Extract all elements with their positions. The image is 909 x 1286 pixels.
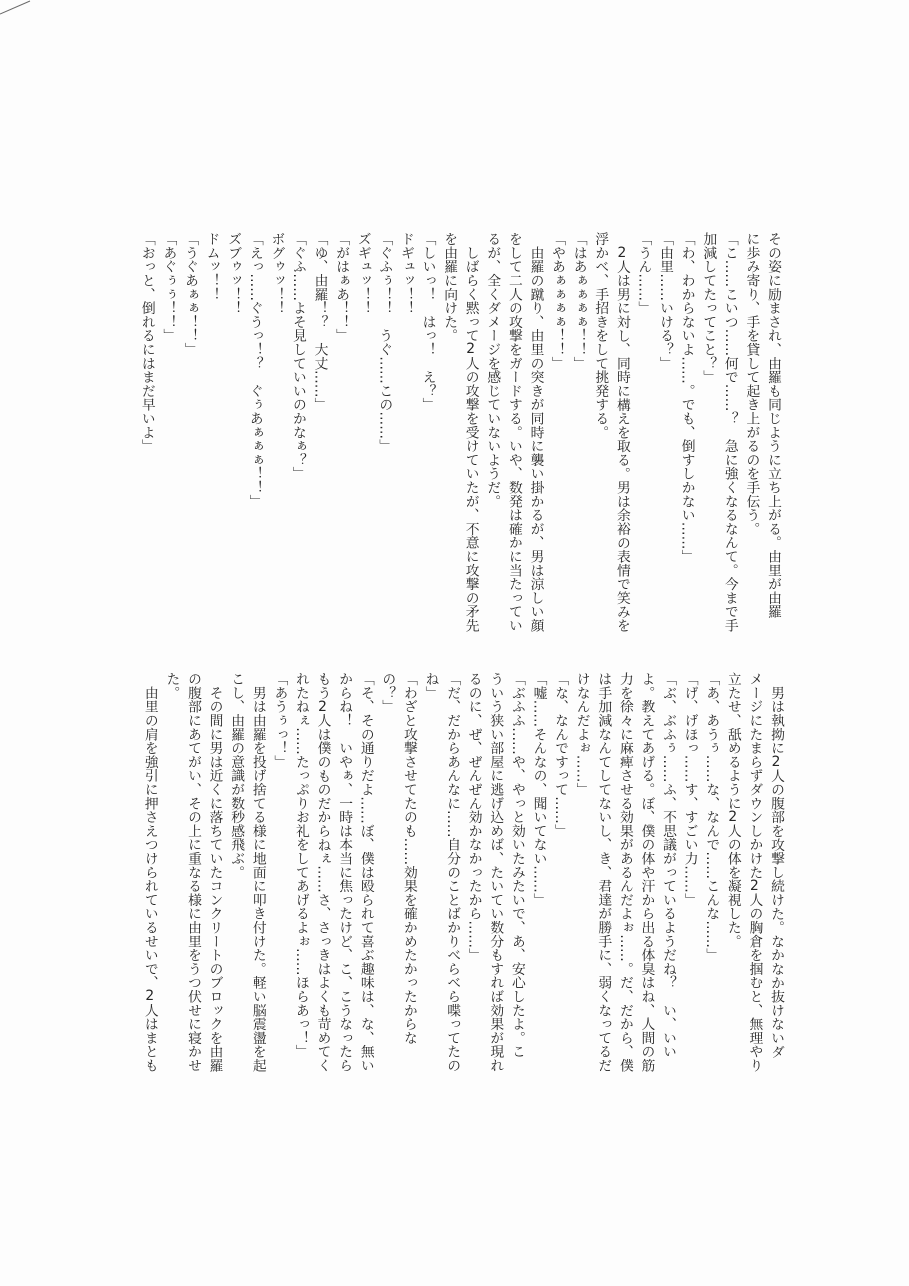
text-column: ういう狭い部屋に逃げ込めば、たいてい数分もすれば効果が現れ xyxy=(487,672,504,1073)
text-column: 浮かべ、手招きをして挑発する。 xyxy=(592,232,609,439)
text-column: 「ぐふぅ！！ うぐ……この……」 xyxy=(376,232,393,453)
text-column: の？」 xyxy=(379,672,396,714)
text-column: ドムッ！！ xyxy=(203,232,220,301)
text-column: 「えっ……ぐうっ！？ ぐぅあぁぁぁ！！」 xyxy=(246,232,263,508)
text-column: 男は執拗に2人の腹部を攻撃し続けた。なかなか抜けないダ xyxy=(768,672,784,1059)
text-column: 「やあぁぁぁぁ！！」 xyxy=(549,232,566,370)
digit-run: 2 xyxy=(728,810,738,824)
text-column: 「がはぁあ！！」 xyxy=(333,232,350,343)
text-column: からね！ いやぁ、一時は本当に焦ったけど、こ、こうなったら xyxy=(336,672,353,1073)
text-column: 「うぐあぁぁ！！」 xyxy=(181,232,198,357)
text-column: 「嘘……そんなの、聞いてない……」 xyxy=(530,672,547,907)
digit-run: 2 xyxy=(466,342,476,357)
text-column: その間に男は近くに落ちていたコンクリートのブロックを由羅 xyxy=(206,672,223,1073)
text-column: 「わざと攻撃させてたのも……効果を確かめたかったからな xyxy=(400,672,417,1045)
text-column: 「げ、げほっ……す、すごい力……」 xyxy=(681,672,698,907)
text-column: た。 xyxy=(163,672,180,700)
text-column: 「ぶふふ……や、やっと効いたみたいで、あ、安心したよ。こ xyxy=(508,672,525,1059)
text-column: を由羅に向けた。 xyxy=(441,232,458,343)
text-column: こし、由羅の意識が数秒感飛ぶ。 xyxy=(228,672,245,879)
digit-run: 2 xyxy=(318,699,327,714)
text-column: 立たせ、舐めるように2人の体を凝視した。 xyxy=(724,672,741,948)
text-column: 「あうぅっ！」 xyxy=(271,672,288,769)
text-column: 「由里……いける？」 xyxy=(657,232,674,370)
text-column: その姿に励まされ、由羅も同じように立ち上がる。由里が由羅 xyxy=(765,232,781,619)
text-column: 「だ、だからあんなに……自分のことばかりべらべら喋ってたの xyxy=(444,672,461,1073)
text-column: 「わ、わからないよ……。でも、倒すしかない……」 xyxy=(678,232,695,564)
text-column: は手加減なんてしてないし、き、君達が勝手に、弱くなってるだ xyxy=(595,672,612,1073)
text-column: 「ぶ、ぶふぅ……ふ、不思議がっているようだね？ い、いい xyxy=(660,672,677,1059)
text-column: ボグゥッ！！ xyxy=(268,232,285,315)
scan-edge-mark xyxy=(0,0,34,18)
text-column: ズギュッ！！ xyxy=(354,232,371,315)
text-column: るが、全くダメージを感じていないようだ。 xyxy=(484,232,501,508)
text-column: 「あ、あうぅ……な、なんで……こんな……」 xyxy=(703,672,720,962)
text-column: 「しいっ！ はっ！ え？」 xyxy=(419,232,436,412)
text-column: に歩み寄り、手を貸して起き上がるのを手伝う。 xyxy=(743,232,760,536)
text-column: 「うん……」 xyxy=(635,232,652,315)
text-column: ズブゥッ！！ xyxy=(225,232,242,315)
lower-text-block xyxy=(138,672,786,1086)
digit-run: 2 xyxy=(145,989,155,1004)
text-column: 男は由羅を投げ捨てる様に地面に叩き付けた。軽い脳震盪を起 xyxy=(249,672,266,1073)
text-column: れたねぇ……たっぷりお礼をしてあげるよぉ……ほらあっ！」 xyxy=(292,672,309,1059)
text-column: 「そ、その通りだよ……ぼ、僕は殴られて喜ぶ趣味は、な、無い xyxy=(357,672,374,1073)
upper-text-block xyxy=(135,232,783,646)
digit-run: 2 xyxy=(771,754,781,769)
text-column: もう2人は僕のものだからねぇ……さ、さっきはよくも苛めてく xyxy=(314,672,331,1073)
text-column: 「ゆ、由羅！？ 大丈……」 xyxy=(311,232,328,412)
text-column: 由里の肩を強引に押さえつけられているせいで、2人はまとも xyxy=(141,672,158,1073)
text-column: るのに、ぜ、ぜんぜん効かなかったから……」 xyxy=(465,672,482,962)
text-column: 「はあぁぁぁぁ！！」 xyxy=(570,232,587,370)
text-column: 「な、なんですって……」 xyxy=(552,672,569,838)
digit-run: 2 xyxy=(617,245,627,260)
text-column: 加減してたってこと？」 xyxy=(700,232,717,384)
text-column: ドギュッ！！ xyxy=(397,232,414,315)
text-column: 「あぐぅぅ！！」 xyxy=(160,232,177,343)
text-column: の腹部にあてがい、その上に重なる様に由里をうつ伏せに寝かせ xyxy=(184,672,201,1073)
text-column: 由羅の蹴り、由里の突きが同時に襲い掛かるが、男は涼しい顔 xyxy=(527,232,544,633)
text-column: しばらく黙って2人の攻撃を受けていたが、不意に攻撃の矛先 xyxy=(462,232,479,633)
text-column: 「ぐふ……よそ見していいのかなぁ？」 xyxy=(289,232,306,481)
text-column: 力を徐々に麻痺させる効果があるんだよぉ……。だ、だから、僕 xyxy=(616,672,633,1073)
text-column: 「おっと、倒れるにはまだ早いよ」 xyxy=(138,232,155,453)
text-column: よ。教えてあげる。ぼ、僕の体や汗から出る体臭はね、人間の筋 xyxy=(638,672,655,1073)
digit-run: 2 xyxy=(750,879,759,893)
text-column: 2人は男に対し、同時に構えを取る。男は余裕の表情で笑みを xyxy=(613,245,630,633)
text-column: メージにたまらずダウンしかけた2人の胸倉を掴むと、無理やり xyxy=(746,672,763,1073)
text-column: けなんだよぉ……」 xyxy=(573,672,590,797)
text-column: ね」 xyxy=(422,672,439,700)
text-column: 「こ……こいつ……何で……？ 急に強くなるなんて。今まで手 xyxy=(721,232,738,633)
text-column: をして二人の攻撃をガードする。いや、数発は確かに当たってい xyxy=(505,232,522,633)
